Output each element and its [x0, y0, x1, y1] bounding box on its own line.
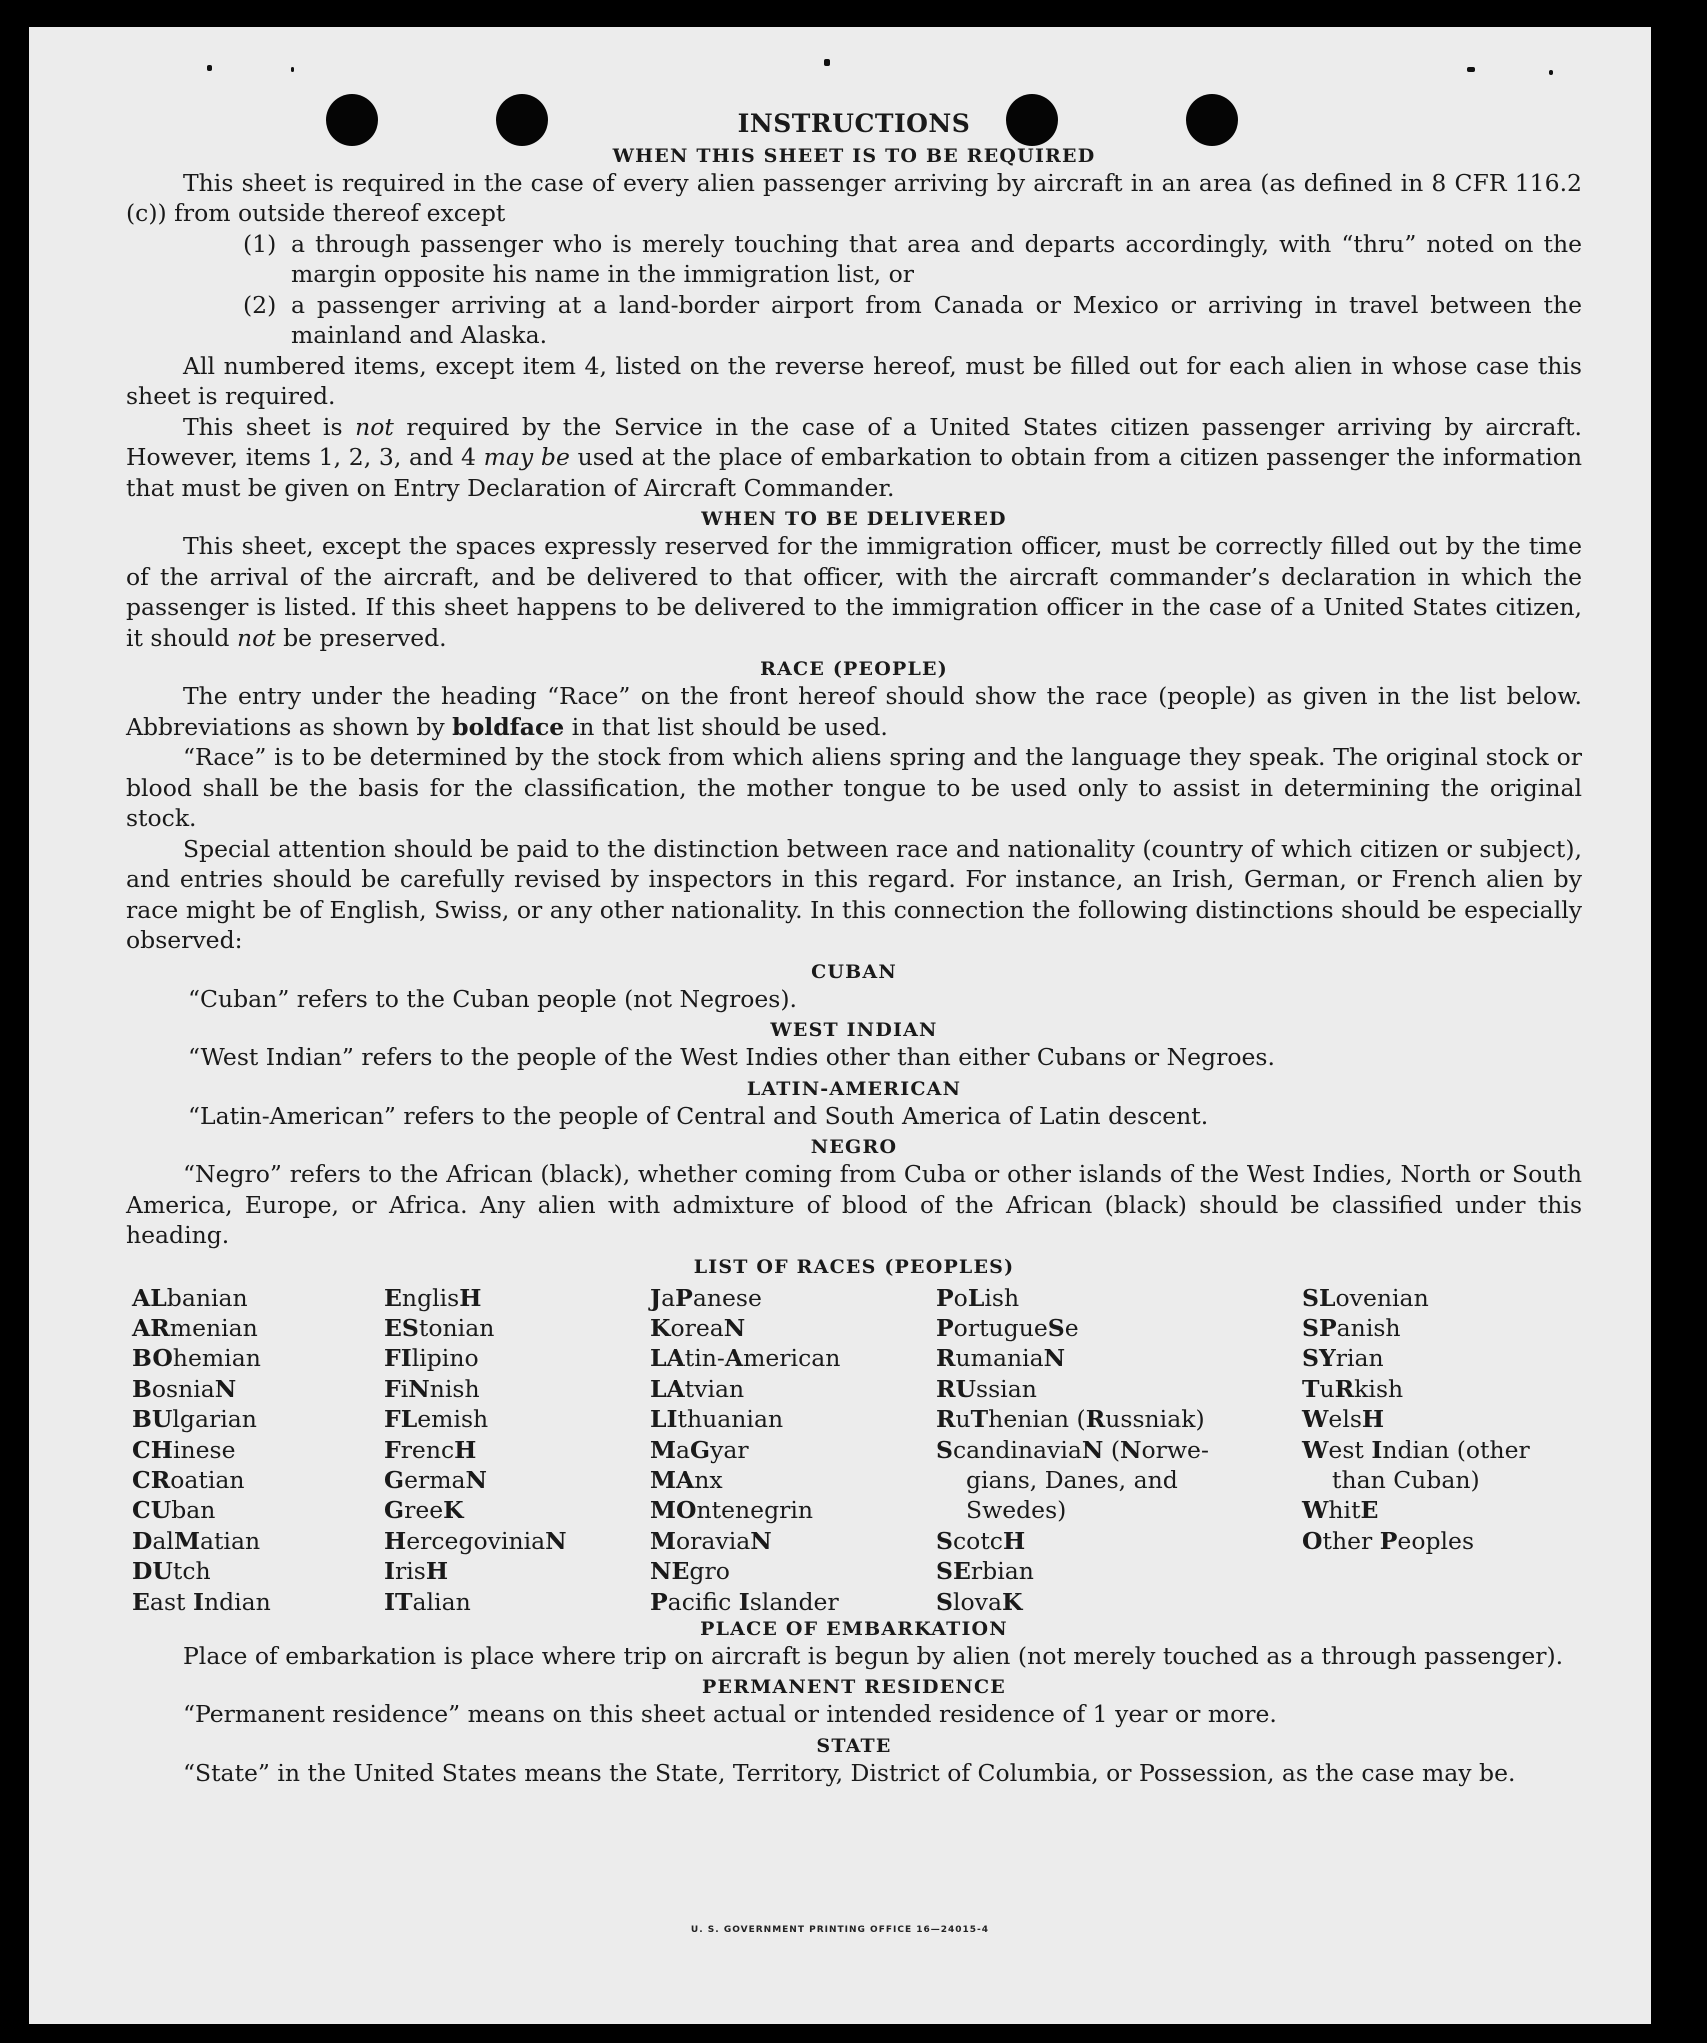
- section-heading-embarkation: PLACE OF EMBARKATION: [700, 1617, 1008, 1640]
- paragraph-embarkation: Place of embarkation is place where trip on aircraft is begun by alien (not merely touched as a through passenger).: [183, 1641, 1564, 1670]
- exception-text: a passenger arriving at a land-border airport from Canada or Mexico or arriving in travel between the mainland and Alaska.: [291, 290, 1582, 349]
- text-run: This sheet is: [183, 412, 356, 441]
- race-entry: ALbanian: [132, 1283, 248, 1312]
- race-entry: PortugueSe: [936, 1313, 1079, 1342]
- definition-text: “West Indian” refers to the people of the West Indies other than either Cubans or Negroes.: [188, 1043, 1275, 1071]
- race-entry: Other Peoples: [1302, 1526, 1475, 1555]
- paragraph-race-nationality: Special attention should be paid to the distinction between race and nationality (country of which citizen or subject), and entries should be carefully revised by inspectors in this regard. For instance, an Irish, German, or French alien by race might be of English, Swiss, or any other nationality. In this connection the following distinctions should be especially observed:: [126, 834, 1582, 954]
- race-entry: ScandinaviaN (Norwe-: [936, 1435, 1209, 1464]
- race-entry: BOhemian: [132, 1344, 261, 1373]
- race-entry: Pacifc Islander: [650, 1587, 839, 1616]
- section-heading-residence: PERMANENT RESIDENCE: [702, 1676, 1006, 1698]
- race-entry: DalMatian: [132, 1526, 261, 1555]
- paragraph-intro: This sheet is required in the case of every alien passenger arriving by aircraft in an area (as defined in 8 CFR 116.2 (c)) from outside thereof except: [126, 168, 1582, 227]
- definition-heading: WEST INDIAN: [770, 1019, 938, 1041]
- paragraph-citizen: [126, 412, 1582, 504]
- paragraph-residence: “Permanent residence” means on this sheet actual or intended residence of 1 year or more.: [183, 1700, 1277, 1728]
- exception-item: [243, 229, 1582, 290]
- races-column: [384, 1283, 567, 1617]
- race-entry: FLemish: [384, 1405, 489, 1434]
- race-entry-continued: gians, Danes, and: [966, 1465, 1178, 1494]
- section-heading-state: STATE: [816, 1734, 892, 1757]
- race-entry: LIthuanian: [650, 1405, 784, 1434]
- race-entry: FIlipino: [384, 1344, 479, 1373]
- race-entry: MoraviaN: [650, 1526, 772, 1555]
- paragraph-numbered-items: All numbered items, except item 4, listed on the reverse hereof, must be filled out for each alien in whose case this sheet is required.: [126, 351, 1582, 410]
- paragraph-race-stock: “Race” is to be determined by the stock from which aliens spring and the language they speak. The original stock or blood shall be the basis for the classification, the mother tongue to be used only to assist in determining the original stock.: [126, 743, 1582, 832]
- section-heading-list-of-races: LIST OF RACES (PEOPLES): [693, 1255, 1015, 1278]
- race-entry: RUssian: [936, 1374, 1037, 1403]
- definition-heading: CUBAN: [811, 960, 897, 983]
- text-run: This sheet, except the spaces expressly reserved for the immigration officer, must be correctly filled out by the time of the arrival of the aircraft, and be delivered to that officer, with the aircraft commander’s declaration in which the passenger is listed. If this sheet happens to be delivered to the immigration officer in the case of a United States citizen, it should: [126, 532, 1582, 652]
- race-entry: CUban: [132, 1496, 216, 1525]
- race-entry: WhitE: [1302, 1496, 1379, 1525]
- emphasis: not: [355, 412, 394, 441]
- race-entry: ITalian: [384, 1587, 471, 1616]
- text-run: in that list should be used.: [564, 712, 888, 741]
- races-column: [650, 1283, 840, 1617]
- race-entry: LAtvian: [650, 1374, 745, 1403]
- race-entry: FiNnish: [384, 1374, 480, 1403]
- bold-word: boldface: [452, 712, 565, 741]
- race-entry: GermaN: [384, 1465, 488, 1494]
- race-entry-continued: than Cuban): [1332, 1465, 1480, 1494]
- exception-text: a through passenger who is merely touching that area and departs accordingly, with “thru” noted on the margin opposite his name in the immigration list, or: [291, 229, 1582, 288]
- section-heading-when-required: WHEN THIS SHEET IS TO BE REQUIRED: [612, 144, 1096, 167]
- paragraph-negro: “Negro” refers to the African (black), whether coming from Cuba or other islands of the West Indies, North or South America, Europe, or Africa. Any alien with admixture of blood of the African (black) should be classified under this heading.: [126, 1160, 1582, 1249]
- race-entry: GreeK: [384, 1496, 464, 1525]
- exception-number: (1): [243, 229, 277, 258]
- race-entry: LAtin-American: [650, 1344, 841, 1373]
- paragraph-state: “State” in the United States means the State, Territory, District of Columbia, or Possession, as the case may be.: [183, 1758, 1516, 1787]
- race-entry: KoreaN: [650, 1313, 746, 1342]
- document-page: [29, 27, 1651, 2024]
- race-entry: FrencH: [384, 1435, 477, 1464]
- instructions-body: [126, 109, 1582, 1788]
- race-entry: SYrian: [1302, 1344, 1384, 1373]
- race-entry: WelsH: [1302, 1405, 1385, 1434]
- race-entry: IrisH: [384, 1557, 449, 1586]
- section-heading-negro: NEGRO: [810, 1136, 898, 1158]
- race-entry: EnglisH: [384, 1283, 482, 1312]
- race-entry: ARmenian: [132, 1313, 258, 1342]
- race-entry: ScotcH: [936, 1526, 1026, 1555]
- race-entry: RumaniaN: [936, 1344, 1066, 1373]
- races-column: [132, 1283, 271, 1617]
- race-entry: HercegoviniaN: [384, 1526, 567, 1555]
- race-entry: SLovenian: [1302, 1283, 1429, 1312]
- section-heading-when-delivered: WHEN TO BE DELIVERED: [701, 508, 1007, 530]
- race-entry: CHinese: [132, 1435, 236, 1464]
- race-entry: MOntenegrin: [650, 1496, 814, 1525]
- races-list: [126, 1283, 1582, 1616]
- race-entry: TuRkish: [1302, 1374, 1404, 1403]
- race-entry: NEgro: [650, 1557, 730, 1586]
- race-entry: DUtch: [132, 1557, 211, 1586]
- definition-text: “Cuban” refers to the Cuban people (not Negroes).: [188, 984, 798, 1013]
- race-entry: BosniaN: [132, 1374, 237, 1403]
- race-entry: SlovaK: [936, 1587, 1023, 1616]
- page-title: INSTRUCTIONS: [737, 109, 971, 138]
- races-column: [1302, 1283, 1530, 1557]
- emphasis: not: [236, 623, 276, 652]
- ink-speck: [291, 67, 294, 72]
- definition-text: “Latin-American” refers to the people of Central and South America of Latin descent.: [188, 1101, 1209, 1130]
- definition-heading: LATIN-AMERICAN: [746, 1077, 962, 1100]
- race-entry: MaGyar: [650, 1435, 749, 1464]
- race-entry: MAnx: [650, 1465, 723, 1494]
- race-entry: West Indian (other: [1302, 1435, 1530, 1464]
- text-run: The entry under the heading “Race” on the front hereof should show the race (people) as given in the list below. Abbreviations as shown by: [126, 682, 1582, 741]
- text-run: used at the place of embarkation to obtain from a citizen passenger the information that must be given on Entry Declaration of Aircraft Commander.: [126, 443, 1582, 502]
- races-column: [936, 1283, 1209, 1617]
- race-entry: SPanish: [1302, 1313, 1401, 1342]
- race-entry: JaPanese: [650, 1283, 762, 1312]
- ink-speck: [1549, 70, 1553, 75]
- race-entry: SErbian: [936, 1557, 1034, 1586]
- race-entry: BUlgarian: [132, 1405, 257, 1434]
- exception-item: [243, 290, 1582, 351]
- exception-number: (2): [243, 290, 277, 319]
- paragraph-race-entry: [126, 681, 1582, 742]
- race-entry: EStonian: [384, 1313, 495, 1342]
- paragraph-delivery: [126, 531, 1582, 653]
- printer-imprint: U. S. GOVERNMENT PRINTING OFFICE 16—24015-4: [690, 1925, 990, 1935]
- text-run: required by the Service in the case of a United States citizen passenger arriving by aircraft. However, items 1, 2, 3, and 4: [126, 412, 1582, 471]
- section-heading-race: RACE (PEOPLE): [760, 658, 948, 680]
- ink-speck: [207, 65, 212, 71]
- race-entry: East Indian: [132, 1587, 271, 1616]
- race-entry: PoLish: [936, 1283, 1020, 1312]
- race-entry-continued: Swedes): [966, 1496, 1067, 1525]
- emphasis: may be: [483, 443, 570, 471]
- ink-speck: [1467, 67, 1475, 72]
- text-run: be preserved.: [275, 623, 447, 652]
- race-entry: RuThenian (Russniak): [936, 1405, 1205, 1434]
- ink-speck: [824, 59, 830, 66]
- race-entry: CRoatian: [132, 1465, 245, 1494]
